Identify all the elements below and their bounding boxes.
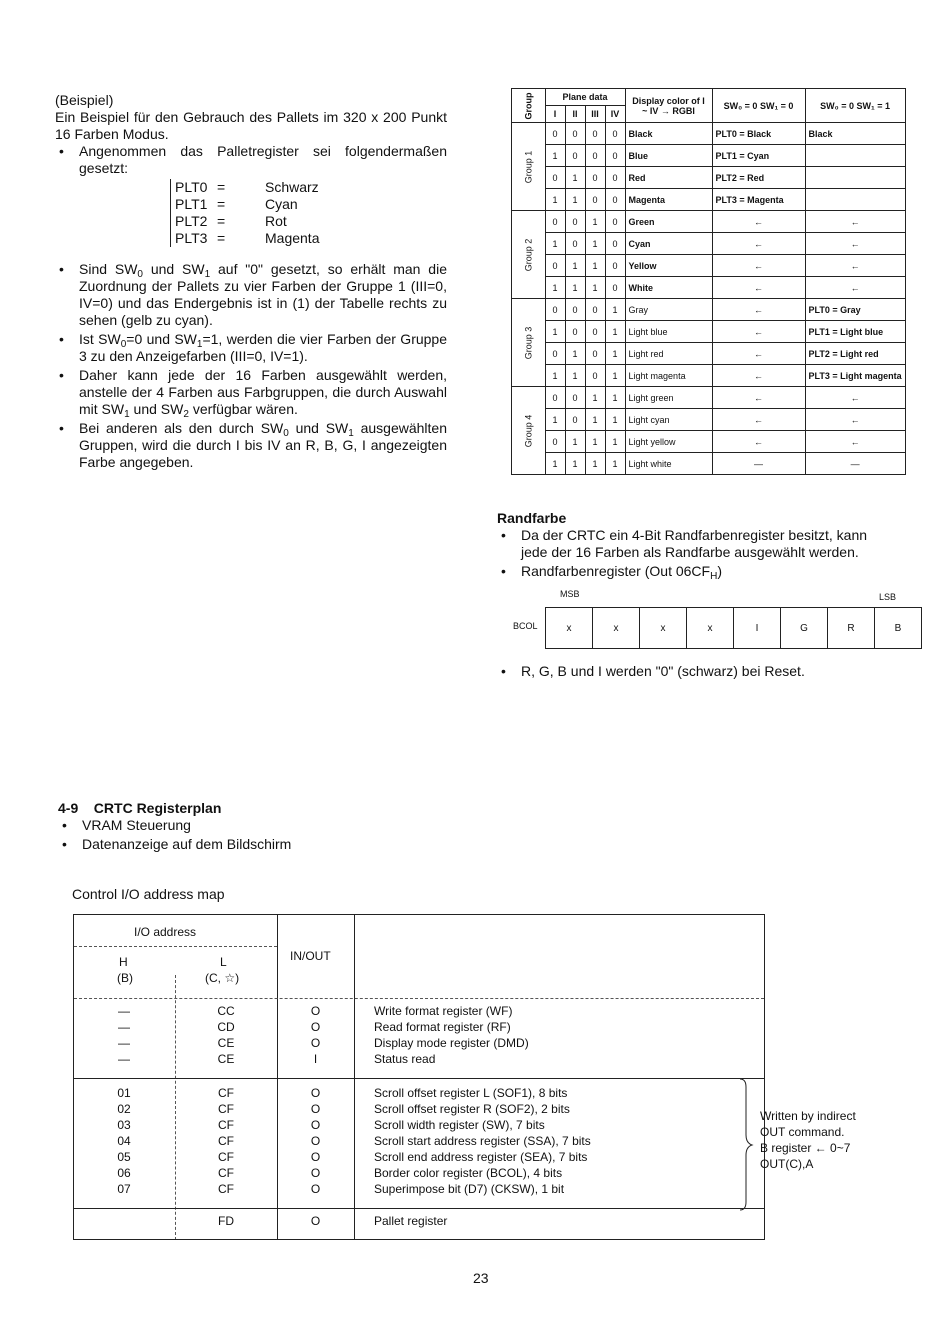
plane-bit: 0 (605, 277, 625, 299)
palette-example-row (175, 179, 447, 196)
sw01-cell: ← (805, 211, 905, 233)
plane-bit: 0 (565, 321, 585, 343)
sw00-cell: ← (712, 365, 805, 387)
inout-cell: O (310, 1214, 321, 1228)
addr-h-cell: — (118, 1036, 130, 1050)
address-map-row (73, 1181, 595, 1197)
bcol-label: BCOL (513, 621, 538, 631)
plane-bit: 0 (545, 299, 565, 321)
address-map-row (73, 1003, 533, 1019)
sw01-cell (805, 167, 905, 189)
palette-color-table (511, 88, 906, 475)
sw01-cell: — (805, 453, 905, 475)
plane-bit: 1 (545, 321, 565, 343)
addr-h-cell: — (118, 1004, 130, 1018)
register-bit: G (781, 608, 828, 648)
io-address-header: I/O address (134, 925, 197, 939)
plane-bit: 1 (605, 453, 625, 475)
h-b-header: (B) (117, 971, 133, 985)
plane-data-header: Plane data (545, 89, 625, 106)
sw01-cell: PLT0 = Gray (805, 299, 905, 321)
sw01-cell (805, 145, 905, 167)
plane-bit: 0 (585, 189, 605, 211)
sw00-cell: PLT2 = Red (712, 167, 805, 189)
l-header: L (220, 955, 227, 969)
palette-reg: PLT3 (175, 230, 208, 246)
section-4-9 (58, 800, 438, 855)
plane-bit: 0 (545, 343, 565, 365)
color-table-row (512, 277, 906, 299)
plane-bit: 0 (565, 145, 585, 167)
bullet-palette-setting: • Angenommen das Palletregister sei folgendermaßen gesetzt: (55, 143, 447, 177)
randfarbe-bullet-2: • Randfarbenregister (Out $06CF_H$) (497, 563, 897, 580)
plane-bit: 1 (545, 189, 565, 211)
sw00-cell: ← (712, 299, 805, 321)
plane-bit: 1 (565, 255, 585, 277)
plane-bit: 1 (565, 167, 585, 189)
sw00-cell: ← (712, 277, 805, 299)
color-table-row (512, 299, 906, 321)
group-label: Group 1 (512, 123, 546, 211)
plane-bit: 1 (605, 365, 625, 387)
addr-l-cell: CE (217, 1036, 235, 1050)
address-map-title: Control I/O address map (72, 886, 225, 902)
color-table-row (512, 365, 906, 387)
palette-example-row (175, 230, 447, 247)
display-color-cell: Light yellow (625, 431, 712, 453)
sw00-cell: PLT3 = Magenta (712, 189, 805, 211)
plane-bit: 1 (545, 145, 565, 167)
bullet-sw-one: • Ist $SW_0=0$ und $SW_1=1$, werden die vier Farben der Gruppe 3 zu den Anzeigefarben (III=0, IV=1). (55, 331, 447, 365)
display-color-cell: Light white (625, 453, 712, 475)
addr-l-cell: CF (218, 1118, 234, 1132)
plane-bit: 1 (565, 453, 585, 475)
plane-bit: 1 (565, 343, 585, 365)
inout-header: IN/OUT (290, 949, 331, 963)
plane-bit: 1 (585, 233, 605, 255)
register-bit: x (593, 608, 640, 648)
addr-h-cell: 03 (117, 1118, 131, 1132)
color-table-row (512, 123, 906, 145)
plane-bit: 1 (605, 343, 625, 365)
palette-example-row (175, 196, 447, 213)
description-cell: Scroll width register (SW), 7 bits (374, 1118, 545, 1132)
sw00-cell: ← (712, 409, 805, 431)
plane-bit: 1 (565, 277, 585, 299)
plane-bit: 1 (585, 211, 605, 233)
plane-bit: 0 (565, 211, 585, 233)
plane-bit: 1 (545, 277, 565, 299)
register-bit: x (546, 608, 593, 648)
msb-label: MSB (560, 589, 580, 599)
display-color-cell: Magenta (625, 189, 712, 211)
description-cell: Read format register (RF) (374, 1020, 511, 1034)
plane-bit: 1 (585, 431, 605, 453)
plane-bit: 1 (585, 387, 605, 409)
color-table-row (512, 321, 906, 343)
address-map-row (73, 1213, 451, 1229)
plane-bit: 0 (585, 145, 605, 167)
address-map-group-2 (73, 1085, 595, 1197)
display-color-cell: Gray (625, 299, 712, 321)
addr-l-cell: CF (218, 1182, 234, 1196)
randfarbe-reset-note: • R, G, B und I werden "0" (schwarz) bei Reset. (497, 663, 897, 682)
plane-bit: 1 (605, 321, 625, 343)
inout-cell: O (310, 1086, 321, 1100)
plane-bit: 0 (545, 255, 565, 277)
display-color-cell: Red (625, 167, 712, 189)
register-bit: x (640, 608, 687, 648)
sw01-cell: ← (805, 409, 905, 431)
plane-bit: 1 (545, 365, 565, 387)
plane-bit: 0 (545, 123, 565, 145)
color-table-row (512, 431, 906, 453)
sw01-cell: PLT2 = Light red (805, 343, 905, 365)
address-map-group-1 (73, 1003, 533, 1067)
description-cell: Display mode register (DMD) (374, 1036, 529, 1050)
plane-bit: 1 (605, 387, 625, 409)
register-bit: x (687, 608, 734, 648)
palette-reg: PLT1 (175, 196, 208, 212)
color-table-row (512, 145, 906, 167)
sw01-cell: ← (805, 277, 905, 299)
sw01-header: SW₀ = 0 SW₁ = 1 (805, 89, 905, 123)
plane-bit: 0 (545, 167, 565, 189)
palette-eq: = (217, 213, 226, 229)
inout-cell: O (310, 1036, 321, 1050)
sw01-cell: ← (805, 387, 905, 409)
plane-bit: 1 (545, 453, 565, 475)
plane-bit: 0 (585, 167, 605, 189)
inout-cell: I (313, 1052, 318, 1066)
sw00-header: SW₀ = 0 SW₁ = 0 (712, 89, 805, 123)
address-map-row (73, 1133, 595, 1149)
display-color-cell: Light green (625, 387, 712, 409)
sw01-cell: PLT1 = Light blue (805, 321, 905, 343)
display-color-cell: Cyan (625, 233, 712, 255)
l-c-header: (C, ☆) (205, 971, 240, 985)
plane-header: II (565, 106, 585, 123)
bullet-other-groups: • Bei anderen als den durch $SW_0$ und $SW_1$ ausgewählten Gruppen, wird die durch I bis IV an R, B, G, I angezeigten Farbe angegeben. (55, 420, 447, 471)
plane-header: III (585, 106, 605, 123)
description-cell: Scroll offset register L (SOF1), 8 bits (374, 1086, 568, 1100)
description-cell: Pallet register (374, 1214, 448, 1228)
address-map-row (73, 1165, 595, 1181)
sw00-cell: — (712, 453, 805, 475)
plane-bit: 0 (605, 123, 625, 145)
section-heading: 4-9 CRTC Registerplan (58, 800, 222, 816)
display-color-cell: White (625, 277, 712, 299)
sw01-cell (805, 189, 905, 211)
sw00-cell: ← (712, 233, 805, 255)
indirect-write-brace (738, 1077, 758, 1212)
addr-l-cell: FD (218, 1214, 234, 1228)
intro-label: (Beispiel) (55, 92, 114, 108)
inout-cell: O (310, 1004, 321, 1018)
section-item-vram: • VRAM Steuerung (58, 817, 438, 834)
address-map-row (73, 1085, 595, 1101)
addr-h-cell: 02 (117, 1102, 131, 1116)
addr-h-cell: 01 (117, 1086, 131, 1100)
addr-l-cell: CF (218, 1134, 234, 1148)
sw00-cell: ← (712, 343, 805, 365)
palette-value: Magenta (265, 230, 320, 246)
inout-cell: O (310, 1182, 321, 1196)
page-number: 23 (473, 1270, 489, 1286)
addr-l-cell: CE (217, 1052, 235, 1066)
palette-value: Schwarz (265, 179, 319, 195)
bullet-sixteen-colors: • Daher kann jede der 16 Farben ausgewählt werden, anstelle der 4 Farben aus Farbgruppen, die durch Auswahl mit $SW_1$ und $SW_2$ verfügbar wären. (55, 367, 447, 418)
palette-value: Rot (265, 213, 287, 229)
palette-reg: PLT0 (175, 179, 208, 195)
sw00-cell: PLT0 = Black (712, 123, 805, 145)
plane-bit: 1 (605, 409, 625, 431)
addr-l-cell: CD (217, 1020, 235, 1034)
palette-reg: PLT2 (175, 213, 208, 229)
group-header: Group (512, 89, 546, 123)
plane-bit: 1 (605, 431, 625, 453)
addr-h-cell: — (118, 1020, 130, 1034)
plane-bit: 0 (605, 255, 625, 277)
display-color-cell: Light magenta (625, 365, 712, 387)
plane-bit: 0 (605, 233, 625, 255)
palette-example-list (170, 179, 447, 247)
group-label: Group 4 (512, 387, 546, 475)
display-color-cell: Yellow (625, 255, 712, 277)
sw00-cell: ← (712, 321, 805, 343)
palette-eq: = (217, 196, 226, 212)
plane-bit: 1 (605, 299, 625, 321)
h-header: H (119, 955, 128, 969)
plane-bit: 1 (585, 255, 605, 277)
address-map-row (73, 1035, 533, 1051)
display-color-cell: Light cyan (625, 409, 712, 431)
register-bit: R (828, 608, 875, 648)
plane-bit: 1 (565, 365, 585, 387)
plane-bit: 0 (545, 387, 565, 409)
plane-bit: 0 (545, 431, 565, 453)
intro-paragraph: Ein Beispiel für den Gebrauch des Pallets im 320 x 200 Punkt 16 Farben Modus. (55, 109, 447, 142)
bullet-sw-zero: • Sind $SW_0$ und $SW_1$ auf "0" gesetzt, so erhält man die Zuordnung der Pallets zu vier Farben der Gruppe 1 (III=0, IV=0) und das Endergebnis ist in (1) der Tabelle rechts zu sehen (gelb zu cyan). (55, 261, 447, 329)
sw00-cell: ← (712, 255, 805, 277)
plane-bit: 0 (585, 365, 605, 387)
addr-l-cell: CF (218, 1086, 234, 1100)
plane-bit: 0 (605, 211, 625, 233)
plane-bit: 0 (565, 123, 585, 145)
plane-bit: 0 (585, 123, 605, 145)
register-bit: I (734, 608, 781, 648)
address-map-row (73, 1117, 595, 1133)
inout-cell: O (310, 1020, 321, 1034)
indirect-write-note: Written by indirect OUT command. B register ← 0~7 OUT(C),A (760, 1109, 856, 1171)
addr-h-cell: — (118, 1052, 130, 1066)
palette-example-row (175, 213, 447, 230)
color-table-row (512, 189, 906, 211)
addr-h-cell: 07 (117, 1182, 131, 1196)
group-label: Group 2 (512, 211, 546, 299)
plane-bit: 1 (585, 277, 605, 299)
lsb-label: LSB (879, 592, 897, 602)
color-table-row (512, 453, 906, 475)
description-cell: Scroll start address register (SSA), 7 bits (374, 1134, 591, 1148)
description-cell: Scroll end address register (SEA), 7 bits (374, 1150, 588, 1164)
addr-h-cell (73, 1213, 175, 1229)
plane-bit: 0 (565, 387, 585, 409)
plane-header: I (545, 106, 565, 123)
address-map-row (73, 1019, 533, 1035)
plane-bit: 0 (605, 167, 625, 189)
display-color-cell: Blue (625, 145, 712, 167)
sw01-cell: PLT3 = Light magenta (805, 365, 905, 387)
inout-cell: O (310, 1102, 321, 1116)
addr-h-cell: 04 (117, 1134, 131, 1148)
sw01-cell: ← (805, 255, 905, 277)
sw00-cell: ← (712, 211, 805, 233)
palette-eq: = (217, 179, 226, 195)
plane-bit: 0 (585, 321, 605, 343)
group-label: Group 3 (512, 299, 546, 387)
description-cell: Superimpose bit (D7) (CKSW), 1 bit (374, 1182, 565, 1196)
inout-cell: O (310, 1166, 321, 1180)
plane-bit: 1 (565, 189, 585, 211)
color-table-row (512, 255, 906, 277)
plane-bit: 1 (545, 409, 565, 431)
sw01-cell: Black (805, 123, 905, 145)
addr-l-cell: CF (218, 1150, 234, 1164)
plane-bit: 0 (565, 299, 585, 321)
section-item-display: • Datenanzeige auf dem Bildschirm (58, 836, 438, 853)
sw00-cell: PLT1 = Cyan (712, 145, 805, 167)
addr-h-cell: 05 (117, 1150, 131, 1164)
color-table-row (512, 233, 906, 255)
plane-bit: 1 (565, 431, 585, 453)
inout-cell: O (310, 1134, 321, 1148)
description-cell: Border color register (BCOL), 4 bits (374, 1166, 563, 1180)
plane-bit: 0 (585, 343, 605, 365)
inout-cell: O (310, 1150, 321, 1164)
sw01-cell: ← (805, 233, 905, 255)
example-text-block (55, 92, 447, 473)
color-table-row (512, 387, 906, 409)
plane-bit: 0 (605, 189, 625, 211)
address-map-row (73, 1101, 595, 1117)
plane-bit: 1 (585, 453, 605, 475)
plane-bit: 1 (585, 409, 605, 431)
description-cell: Status read (374, 1052, 436, 1066)
plane-bit: 0 (565, 409, 585, 431)
addr-l-cell: CF (218, 1102, 234, 1116)
addr-h-cell: 06 (117, 1166, 131, 1180)
description-cell: Write format register (WF) (374, 1004, 513, 1018)
display-color-header: Display color of I ~ IV → RGBI (625, 89, 712, 123)
description-cell: Scroll offset register R (SOF2), 2 bits (374, 1102, 570, 1116)
color-table-row (512, 343, 906, 365)
address-map-row (73, 1051, 533, 1067)
address-map-row (73, 1149, 595, 1165)
plane-bit: 0 (605, 145, 625, 167)
addr-l-cell: CF (218, 1166, 234, 1180)
addr-l-cell: CC (217, 1004, 235, 1018)
inout-cell: O (310, 1118, 321, 1132)
plane-bit: 0 (545, 211, 565, 233)
palette-value: Cyan (265, 196, 298, 212)
display-color-cell: Green (625, 211, 712, 233)
color-table-row (512, 167, 906, 189)
randfarbe-heading: Randfarbe (497, 510, 567, 526)
sw01-cell: ← (805, 431, 905, 453)
randfarbe-bullet-1: • Da der CRTC ein 4-Bit Randfarbenregister besitzt, kann jede der 16 Farben als Randfarbe ausgewählt werden. (497, 527, 897, 561)
address-map-group-3 (73, 1213, 451, 1229)
plane-bit: 0 (585, 299, 605, 321)
display-color-cell: Black (625, 123, 712, 145)
display-color-cell: Light blue (625, 321, 712, 343)
color-table-row (512, 211, 906, 233)
plane-header: IV (605, 106, 625, 123)
color-table-row (512, 409, 906, 431)
register-bit: B (875, 608, 922, 648)
randfarbe-section (497, 510, 897, 582)
border-color-register-bits (545, 607, 922, 649)
plane-bit: 0 (565, 233, 585, 255)
display-color-cell: Light red (625, 343, 712, 365)
plane-bit: 1 (545, 233, 565, 255)
sw00-cell: ← (712, 431, 805, 453)
sw00-cell: ← (712, 387, 805, 409)
palette-eq: = (217, 230, 226, 246)
